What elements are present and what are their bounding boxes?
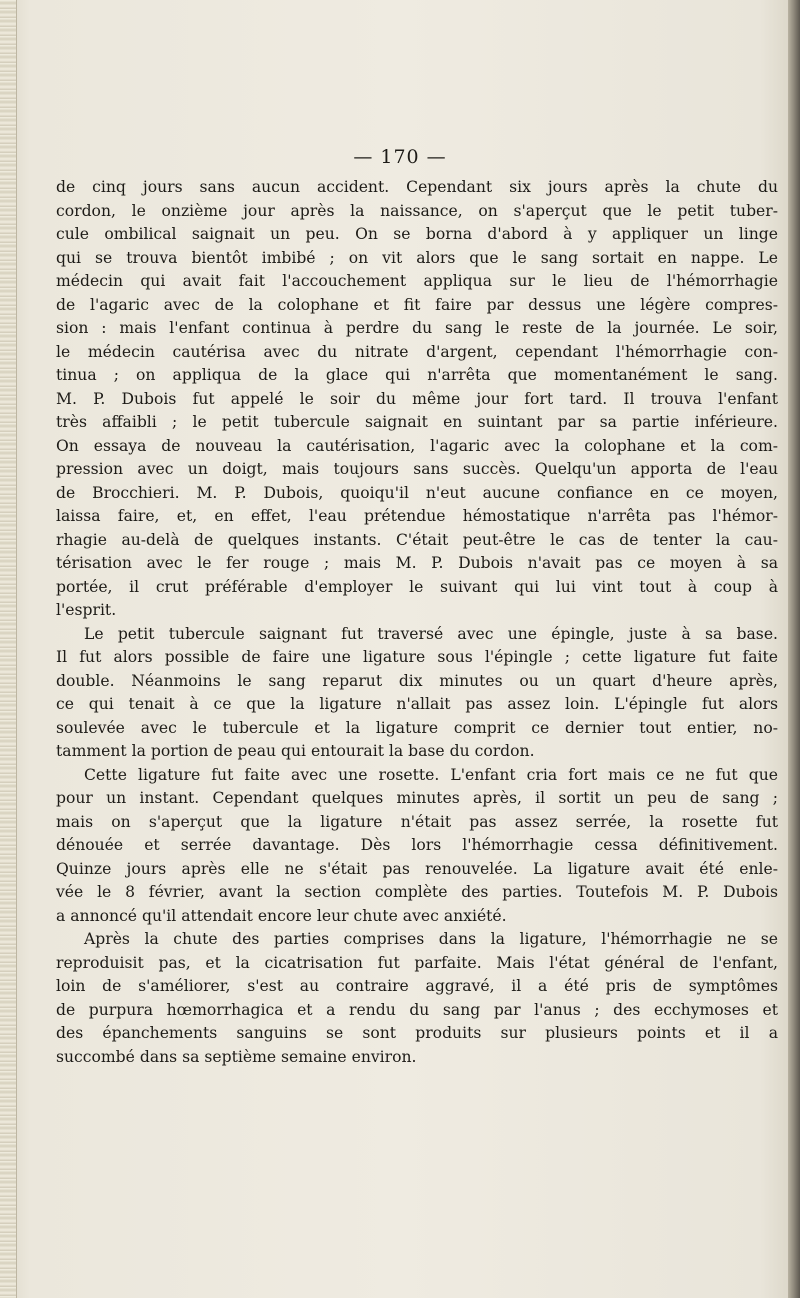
text-line: soulevée avec le tubercule et la ligature comprit ce dernier tout entier, no- [56,718,778,737]
paragraph [56,764,778,929]
text-line: de purpura hœmorrhagica et a rendu du sang par l'anus ; des ecchymoses et [56,1000,778,1019]
text-line: tamment la portion de peau qui entourait la base du cordon. [56,742,535,760]
text-line: de l'agaric avec de la colophane et fit faire par dessus une légère compres- [56,295,778,314]
text-line: térisation avec le fer rouge ; mais M. P. Dubois n'avait pas ce moyen à sa [56,554,778,572]
text-line: le médecin cautérisa avec du nitrate d'argent, cependant l'hémorrhagie con- [56,342,778,361]
text-line: On essaya de nouveau la cautérisation, l'agaric avec la colophane et la com- [56,436,778,455]
page-outer-edge [788,0,800,1298]
text-line: vée le 8 février, avant la section complète des parties. Toutefois M. P. Dubois [56,883,778,901]
text-line: médecin qui avait fait l'accouchement appliqua sur le lieu de l'hémorrhagie [56,272,778,290]
text-line: sion : mais l'enfant continua à perdre du sang le reste de la journée. Le soir, [56,319,778,337]
text-line: de Brocchieri. M. P. Dubois, quoiqu'il n'eut aucune confiance en ce moyen, [56,483,778,502]
text-line: portée, il crut préférable d'employer le suivant qui lui vint tout à coup à [56,577,778,596]
text-line: Après la chute des parties comprises dans la ligature, l'hémorrhagie ne se [84,930,778,948]
text-line: a annoncé qu'il attendait encore leur chute avec anxiété. [56,906,507,925]
text-line: pression avec un doigt, mais toujours sans succès. Quelqu'un apporta de l'eau [56,460,778,478]
text-line: dénouée et serrée davantage. Dès lors l'hémorrhagie cessa définitivement. [56,836,778,854]
paragraph [56,176,778,623]
text-line: loin de s'améliorer, s'est au contraire aggravé, il a été pris de symptômes [56,977,778,995]
text-line: cule ombilical saignait un peu. On se borna d'abord à y appliquer un linge [56,225,778,243]
body-text [56,176,778,1069]
text-line: Il fut alors possible de faire une ligature sous l'épingle ; cette ligature fut faite [56,648,778,666]
page-binding-edge [0,0,17,1298]
page-number: — 170 — [353,146,447,168]
text-line: Quinze jours après elle ne s'était pas renouvelée. La ligature avait été enle- [56,859,778,878]
paragraph [56,623,778,764]
text-line: des épanchements sanguins se sont produits sur plusieurs points et il a [56,1024,778,1042]
text-line: ce qui tenait à ce que la ligature n'allait pas assez loin. L'épingle fut alors [56,695,778,713]
text-line: rhagie au-delà de quelques instants. C'était peut-être le cas de tenter la cau- [56,530,778,549]
text-line: mais on s'aperçut que la ligature n'était pas assez serrée, la rosette fut [56,812,778,831]
text-line: l'esprit. [56,601,117,619]
text-line: M. P. Dubois fut appelé le soir du même jour fort tard. Il trouva l'enfant [56,389,778,408]
text-line: pour un instant. Cependant quelques minutes après, il sortit un peu de sang ; [56,789,778,807]
text-line: tinua ; on appliqua de la glace qui n'arrêta que momentanément le sang. [56,366,778,384]
text-line: laissa faire, et, en effet, l'eau prétendue hémostatique n'arrêta pas l'hémor- [56,507,778,525]
text-line: très affaibli ; le petit tubercule saignait en suintant par sa partie inférieure. [56,413,778,431]
text-line: de cinq jours sans aucun accident. Cependant six jours après la chute du [56,178,778,196]
text-line: succombé dans sa septième semaine environ. [56,1047,417,1066]
text-line: double. Néanmoins le sang reparut dix minutes ou un quart d'heure après, [56,671,778,690]
paragraph [56,928,778,1069]
text-line: reproduisit pas, et la cicatrisation fut parfaite. Mais l'état général de l'enfant, [56,953,778,972]
text-line: Cette ligature fut faite avec une rosette. L'enfant cria fort mais ce ne fut que [84,765,778,784]
text-line: Le petit tubercule saignant fut traversé avec une épingle, juste à sa base. [84,624,778,643]
text-line: cordon, le onzième jour après la naissance, on s'aperçut que le petit tuber- [56,201,778,220]
text-line: qui se trouva bientôt imbibé ; on vit alors que le sang sortait en nappe. Le [56,248,778,267]
